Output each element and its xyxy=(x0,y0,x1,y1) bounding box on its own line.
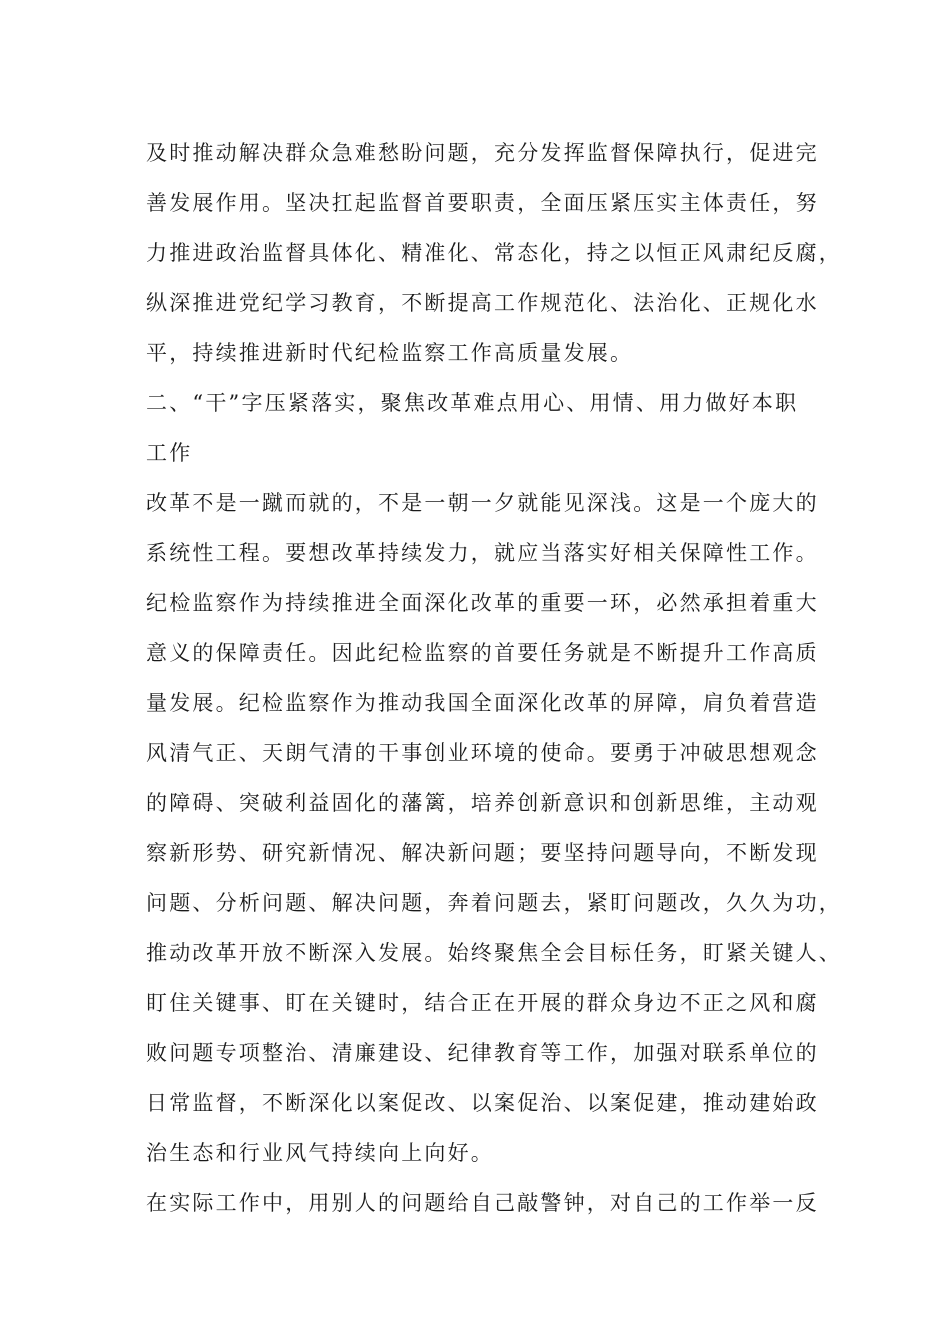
text-line: 改革不是一蹴而就的，不是一朝一夕就能见深浅。这是一个庞大的 xyxy=(146,491,819,515)
text-line: 问题、分析问题、解决问题，奔着问题去，紧盯问题改，久久为功， xyxy=(146,891,842,915)
text-line: 及时推动解决群众急难愁盼问题，充分发挥监督保障执行，促进完 xyxy=(146,141,819,165)
heading-line: 工作 xyxy=(146,441,193,465)
text-line: 推动改革开放不断深入发展。始终聚焦全会目标任务，盯紧关键人、 xyxy=(146,941,842,965)
text-line: 风清气正、天朗气清的干事创业环境的使命。要勇于冲破思想观念 xyxy=(146,741,819,765)
text-line: 善发展作用。坚决扛起监督首要职责，全面压紧压实主体责任，努 xyxy=(146,191,819,215)
section-heading xyxy=(146,378,826,478)
text-line: 平，持续推进新时代纪检监察工作高质量发展。 xyxy=(146,341,634,365)
text-line: 系统性工程。要想改革持续发力，就应当落实好相关保障性工作。 xyxy=(146,541,819,565)
heading-line: 二、“干”字压紧落实，聚焦改革难点用心、用情、用力做好本职 xyxy=(146,391,799,415)
text-line: 治生态和行业风气持续向上向好。 xyxy=(146,1141,494,1165)
text-line: 日常监督，不断深化以案促改、以案促治、以案促建，推动建始政 xyxy=(146,1091,819,1115)
paragraph-continuation xyxy=(146,128,842,378)
document-body xyxy=(146,128,842,1228)
paragraph-reform xyxy=(146,478,842,1178)
text-line: 在实际工作中，用别人的问题给自己敲警钟，对自己的工作举一反 xyxy=(146,1191,819,1215)
text-line: 量发展。纪检监察作为推动我国全面深化改革的屏障，肩负着营造 xyxy=(146,691,819,715)
text-line: 败问题专项整治、清廉建设、纪律教育等工作，加强对联系单位的 xyxy=(146,1041,819,1065)
text-line: 盯住关键事、盯在关键时，结合正在开展的群众身边不正之风和腐 xyxy=(146,991,819,1015)
paragraph-practice xyxy=(146,1178,826,1228)
text-line: 纪检监察作为持续推进全面深化改革的重要一环，必然承担着重大 xyxy=(146,591,819,615)
text-line: 的障碍、突破利益固化的藩篱，培养创新意识和创新思维，主动观 xyxy=(146,791,819,815)
text-line: 察新形势、研究新情况、解决新问题；要坚持问题导向，不断发现 xyxy=(146,841,819,865)
text-line: 纵深推进党纪学习教育，不断提高工作规范化、法治化、正规化水 xyxy=(146,291,819,315)
text-line: 意义的保障责任。因此纪检监察的首要任务就是不断提升工作高质 xyxy=(146,641,819,665)
text-line: 力推进政治监督具体化、精准化、常态化，持之以恒正风肃纪反腐， xyxy=(146,241,842,265)
